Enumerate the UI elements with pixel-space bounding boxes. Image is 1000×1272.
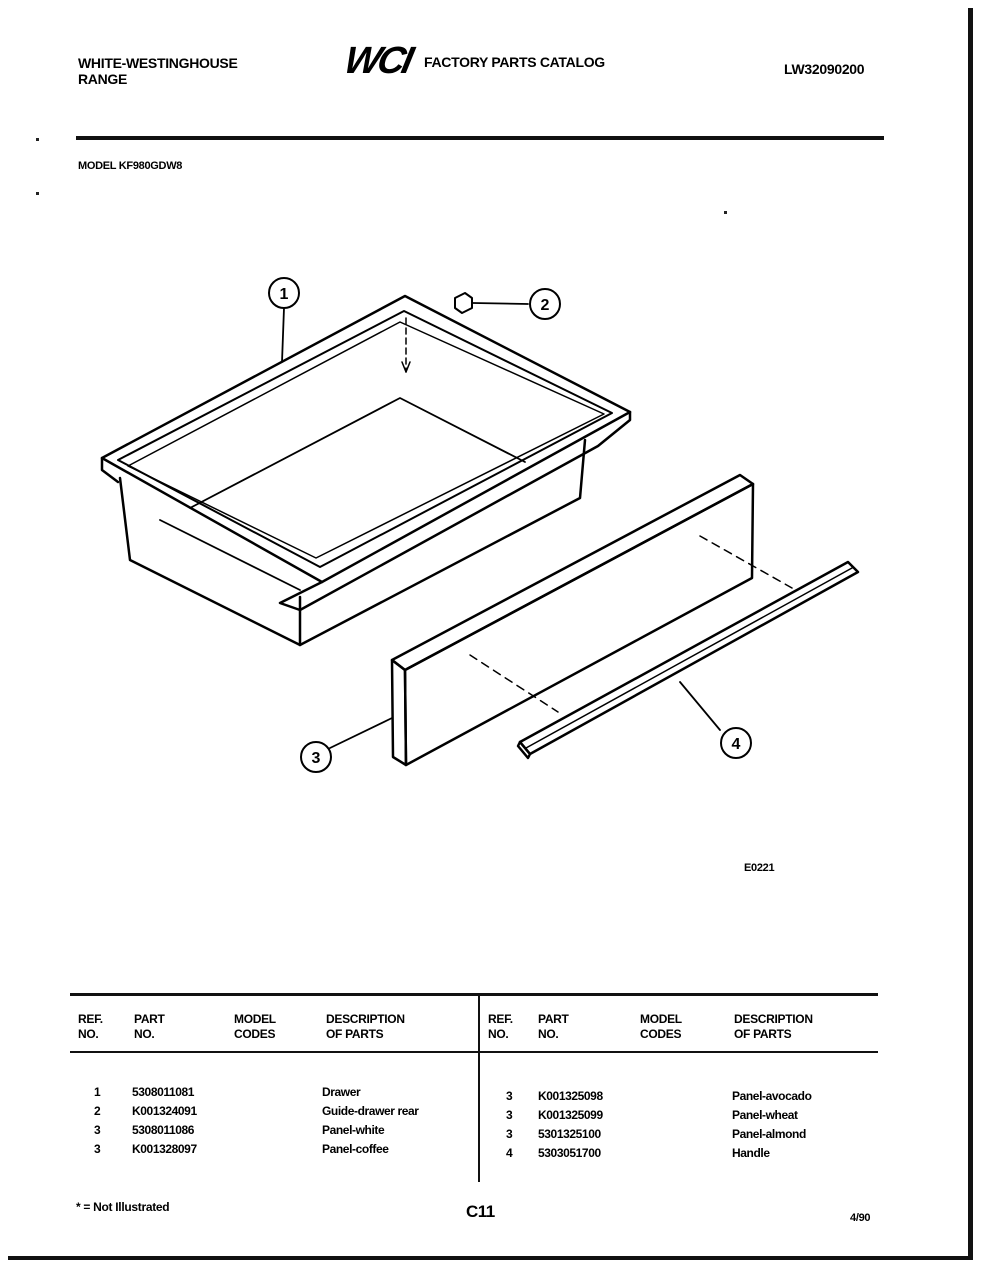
header-ref: REF. <box>78 1012 103 1026</box>
row-ref: 3 <box>506 1089 513 1103</box>
header-model: MODEL <box>234 1012 276 1026</box>
callout-1: 1 <box>279 286 289 303</box>
product-type: RANGE <box>78 71 128 87</box>
row-description: Handle <box>732 1146 770 1160</box>
row-ref: 3 <box>94 1123 101 1137</box>
header-description: DESCRIPTION <box>734 1012 813 1026</box>
table-top-rule <box>70 993 878 996</box>
catalog-title: FACTORY PARTS CATALOG <box>424 54 605 70</box>
header-ref: REF. <box>488 1012 513 1026</box>
row-description: Panel-almond <box>732 1127 806 1141</box>
header-ref-no: NO. <box>78 1027 99 1041</box>
header-of-parts: OF PARTS <box>326 1027 384 1041</box>
row-description: Panel-coffee <box>322 1142 389 1156</box>
header-codes: CODES <box>640 1027 682 1041</box>
table-divider <box>478 996 480 1182</box>
header-of-parts: OF PARTS <box>734 1027 792 1041</box>
row-ref: 3 <box>506 1127 513 1141</box>
row-part-no: K001324091 <box>132 1104 197 1118</box>
handle-drawing <box>518 562 858 758</box>
row-ref: 4 <box>506 1146 513 1160</box>
callout-3: 3 <box>311 750 321 767</box>
drawer-panel-drawing <box>392 475 792 765</box>
row-ref: 1 <box>94 1085 101 1099</box>
row-ref: 2 <box>94 1104 101 1118</box>
page-number: C11 <box>466 1202 495 1221</box>
row-ref: 3 <box>506 1108 513 1122</box>
row-description: Panel-avocado <box>732 1089 812 1103</box>
callout-4: 4 <box>731 736 741 753</box>
drawer-guide-drawing <box>455 293 472 313</box>
header-model: MODEL <box>640 1012 682 1026</box>
header-part-no: NO. <box>134 1027 155 1041</box>
header-part: PART <box>538 1012 569 1026</box>
row-part-no: 5308011081 <box>132 1085 195 1099</box>
figure-code: E0221 <box>744 862 775 874</box>
table-header-rule <box>70 1051 878 1053</box>
catalog-number: LW32090200 <box>784 61 865 77</box>
header-ref-no: NO. <box>488 1027 509 1041</box>
row-part-no: 5301325100 <box>538 1127 601 1141</box>
model-number: MODEL KF980GDW8 <box>78 160 183 172</box>
revision-date: 4/90 <box>850 1212 871 1224</box>
callout-2: 2 <box>540 297 550 314</box>
header-part-no: NO. <box>538 1027 559 1041</box>
row-part-no: K001325099 <box>538 1108 603 1122</box>
row-part-no: K001328097 <box>132 1142 197 1156</box>
header-codes: CODES <box>234 1027 276 1041</box>
header-description: DESCRIPTION <box>326 1012 405 1026</box>
brand-name: WHITE-WESTINGHOUSE <box>78 55 238 71</box>
header-part: PART <box>134 1012 165 1026</box>
row-part-no: K001325098 <box>538 1089 603 1103</box>
row-description: Drawer <box>322 1085 361 1099</box>
row-description: Panel-wheat <box>732 1108 798 1122</box>
wci-logo: WCI <box>340 40 415 82</box>
row-ref: 3 <box>94 1142 101 1156</box>
footnote: * = Not Illustrated <box>76 1200 170 1214</box>
row-description: Guide-drawer rear <box>322 1104 419 1118</box>
row-description: Panel-white <box>322 1123 385 1137</box>
row-part-no: 5308011086 <box>132 1123 195 1137</box>
row-part-no: 5303051700 <box>538 1146 601 1160</box>
